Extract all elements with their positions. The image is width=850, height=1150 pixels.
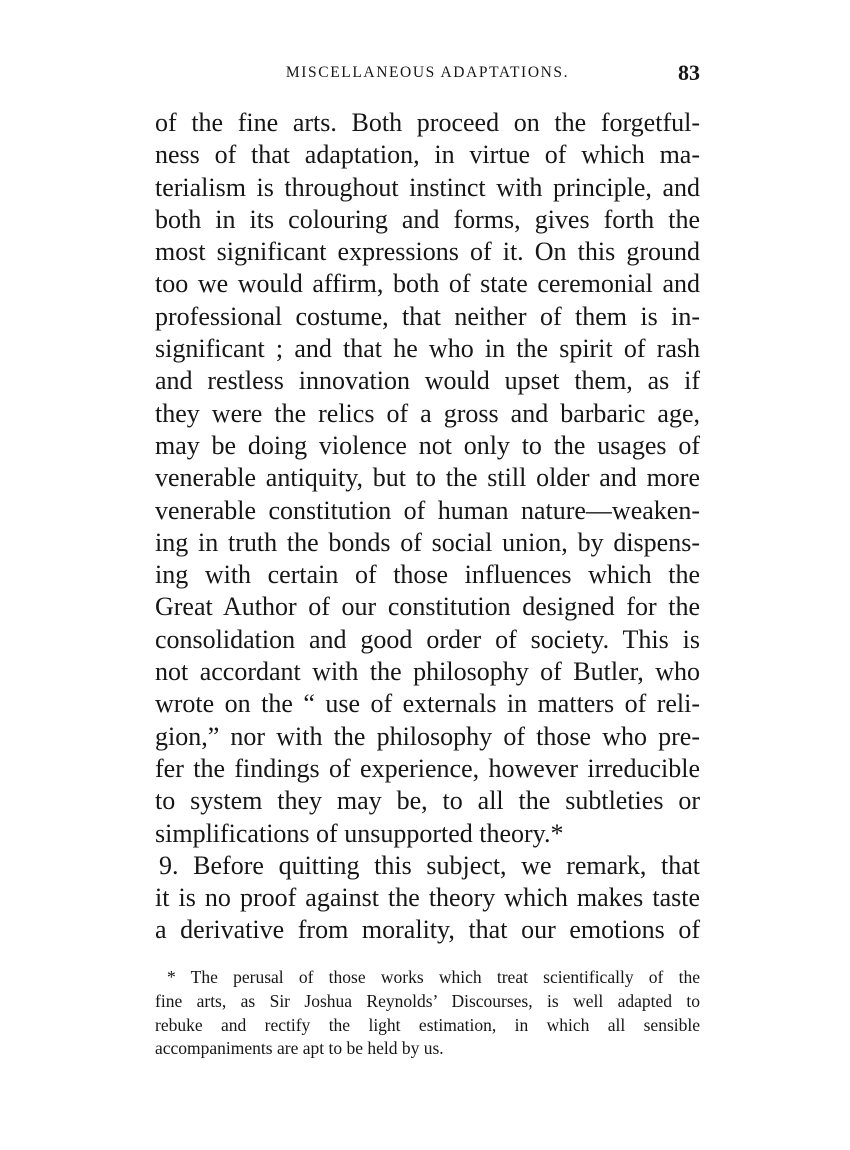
text-line: professional costume, that neither of them is in- [155, 301, 700, 331]
text-line: ing in truth the bonds of social union, by dispens- [155, 527, 700, 557]
text-line: significant ; and that he who in the spirit of rash [155, 334, 700, 364]
text-line: most significant expressions of it. On this ground [155, 237, 700, 267]
paragraph-start-line: 9. Before quitting this subject, we remark, that [159, 850, 700, 880]
text-line: it is no proof against the theory which makes taste [155, 883, 700, 913]
text-line: of the fine arts. Both proceed on the forgetful- [155, 108, 700, 137]
text-line: gion,” nor with the philosophy of those who pre- [155, 721, 700, 751]
footnote-line: rebuke and rectify the light estimation, in which all sensible [155, 1014, 700, 1035]
text-line: a derivative from morality, that our emotions of [155, 915, 700, 945]
text-line: venerable constitution of human nature—weaken- [155, 495, 700, 525]
text-line: simplifications of unsupported theory.* [155, 818, 564, 848]
text-line: and restless innovation would upset them, as if [155, 366, 700, 396]
text-line: may be doing violence not only to the usages of [155, 430, 700, 460]
body-text [155, 107, 700, 947]
text-line: consolidation and good order of society. This is [155, 624, 700, 654]
running-title: MISCELLANEOUS ADAPTATIONS. [285, 64, 570, 81]
text-line: ness of that adaptation, in virtue of which ma- [155, 140, 700, 170]
text-line: fer the findings of experience, however irreducible [155, 753, 700, 783]
footnote-line: * The perusal of those works which treat scientifically of the [167, 967, 700, 987]
text-line: terialism is throughout instinct with principle, and [155, 172, 700, 202]
text-line: venerable antiquity, but to the still older and more [155, 463, 700, 493]
text-line: too we would affirm, both of state ceremonial and [155, 269, 700, 299]
text-line: ing with certain of those influences which the [155, 560, 700, 590]
footnote [155, 966, 700, 1061]
text-line: wrote on the “ use of externals in matters of reli- [155, 689, 700, 719]
text-line: not accordant with the philosophy of Butler, who [155, 657, 700, 687]
page-header [155, 60, 700, 96]
text-line: both in its colouring and forms, gives forth the [155, 204, 700, 234]
page-number: 83 [678, 60, 700, 85]
text-line: they were the relics of a gross and barbaric age, [155, 398, 700, 428]
text-line: Great Author of our constitution designed for the [155, 592, 700, 622]
text-line: to system they may be, to all the subtleties or [155, 786, 700, 816]
footnote-line: fine arts, as Sir Joshua Reynolds’ Discourses, is well adapted to [155, 990, 700, 1011]
footnote-line: accompaniments are apt to be held by us. [155, 1038, 444, 1059]
